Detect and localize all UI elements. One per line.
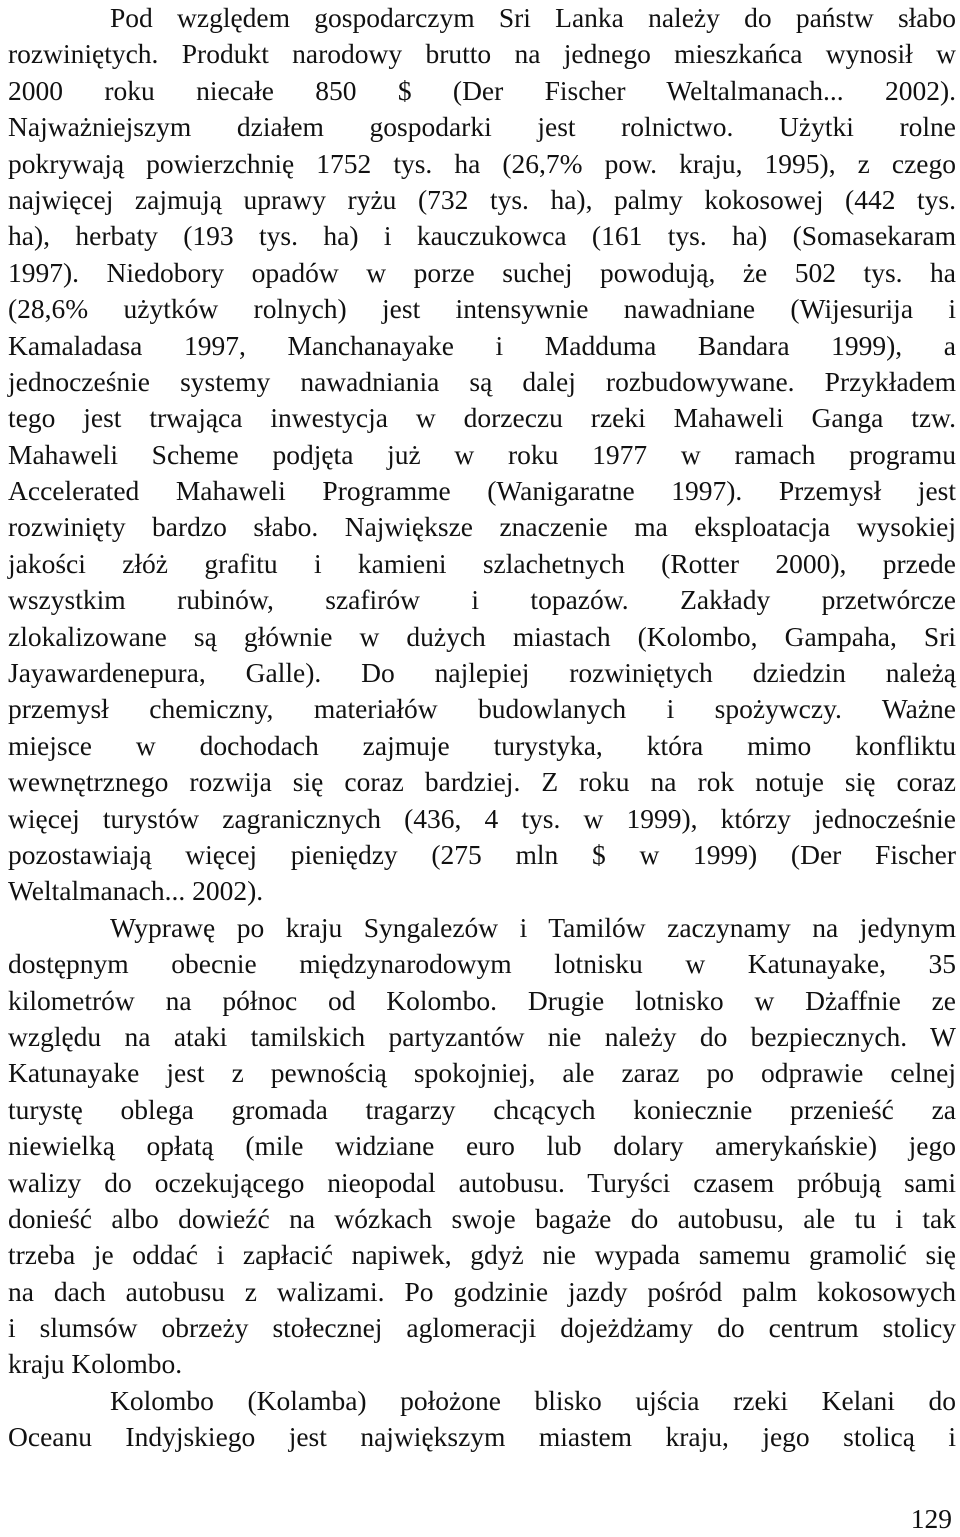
- page-number: 129: [910, 1503, 952, 1534]
- text-line: donieść albo dowieźć na wózkach swoje bagaże do autobusu, ale tu i tak: [8, 1202, 956, 1234]
- text-line: na dach autobusu z walizami. Po godzinie jazdy pośród palm kokosowych: [8, 1275, 956, 1307]
- paragraph-colombo: [8, 1383, 956, 1456]
- text-line: turystę oblega gromada tragarzy chcących koniecznie przenieść za: [8, 1093, 956, 1125]
- text-line: kraju Kolombo.: [8, 1348, 183, 1380]
- text-line: Kamaladasa 1997, Manchanayake i Madduma Bandara 1999), a: [8, 329, 956, 361]
- text-line: najwięcej zajmują uprawy ryżu (732 tys. ha), palmy kokosowej (442 tys.: [8, 183, 956, 215]
- document-page: [8, 0, 956, 1456]
- text-line: 1997). Niedobory opadów w porze suchej powodują, że 502 tys. ha: [8, 256, 956, 288]
- paragraph-economy: [8, 0, 956, 910]
- text-line: względu na ataki tamilskich partyzantów nie należy do bezpiecznych. W: [8, 1020, 956, 1052]
- text-line: i slumsów obrzeży stołecznej aglomeracji dojeżdżamy do centrum stolicy: [8, 1312, 956, 1344]
- text-line: jednocześnie systemy nawadniania są dalej rozbudowywane. Przykładem: [8, 365, 956, 397]
- text-line: Jayawardenepura, Galle). Do najlepiej rozwiniętych dziedzin należą: [8, 657, 956, 689]
- text-line: (28,6% użytków rolnych) jest intensywnie nawadniane (Wijesurija i: [8, 293, 956, 325]
- text-line: Accelerated Mahaweli Programme (Wanigaratne 1997). Przemysł jest: [8, 475, 956, 507]
- text-line: kilometrów na północ od Kolombo. Drugie lotnisko w Dżaffnie ze: [8, 984, 956, 1016]
- text-line: walizy do oczekującego nieopodal autobusu. Turyści czasem próbują sami: [8, 1166, 956, 1198]
- text-line: Oceanu Indyjskiego jest największym miastem kraju, jego stolicą i: [8, 1421, 956, 1453]
- text-line: pozostawiają więcej pieniędzy (275 mln $ w 1999) (Der Fischer: [8, 838, 956, 870]
- text-line: wewnętrznego rozwija się coraz bardziej. Z roku na rok notuje się coraz: [8, 766, 956, 798]
- text-line: więcej turystów zagranicznych (436, 4 tys. w 1999), którzy jednocześnie: [8, 802, 956, 834]
- text-line: Kolombo (Kolamba) położone blisko ujścia rzeki Kelani do: [110, 1384, 956, 1416]
- text-line: niewielką opłatą (mile widziane euro lub dolary amerykańskie) jego: [8, 1130, 956, 1162]
- text-line: Wyprawę po kraju Syngalezów i Tamilów zaczynamy na jedynym: [110, 911, 956, 943]
- text-line: dostępnym obecnie międzynarodowym lotnisku w Katunayake, 35: [8, 948, 956, 980]
- text-line: 2000 roku niecałe 850 $ (Der Fischer Weltalmanach... 2002).: [8, 74, 956, 106]
- text-line: miejsce w dochodach zajmuje turystyka, która mimo konfliktu: [8, 729, 956, 761]
- text-line: przemysł chemiczny, materiałów budowlanych i spożywczy. Ważne: [8, 693, 956, 725]
- text-line: Katunayake jest z pewnością spokojniej, ale zaraz po odprawie celnej: [8, 1057, 956, 1089]
- text-line: trzeba je oddać i zapłacić napiwek, gdyż nie wypada samemu gramolić się: [8, 1239, 956, 1271]
- text-line: zlokalizowane są głównie w dużych miastach (Kolombo, Gampaha, Sri: [8, 620, 956, 652]
- text-line: wszystkim rubinów, szafirów i topazów. Zakłady przetwórcze: [8, 584, 956, 616]
- text-line: rozwiniętych. Produkt narodowy brutto na jednego mieszkańca wynosił w: [8, 38, 956, 70]
- text-line: Mahaweli Scheme podjęta już w roku 1977 w ramach programu: [8, 438, 956, 470]
- text-line: Najważniejszym działem gospodarki jest rolnictwo. Użytki rolne: [8, 111, 956, 143]
- text-line: ha), herbaty (193 tys. ha) i kauczukowca (161 tys. ha) (Somasekaram: [8, 220, 956, 252]
- text-line: pokrywają powierzchnię 1752 tys. ha (26,7% pow. kraju, 1995), z czego: [8, 147, 956, 179]
- text-line: rozwinięty bardzo słabo. Największe znaczenie ma eksploatacja wysokiej: [8, 511, 956, 543]
- text-line: jakości złóż grafitu i kamieni szlachetnych (Rotter 2000), przede: [8, 547, 956, 579]
- paragraph-journey: [8, 910, 956, 1383]
- text-line: tego jest trwająca inwestycja w dorzeczu rzeki Mahaweli Ganga tzw.: [8, 402, 956, 434]
- text-line: Pod względem gospodarczym Sri Lanka należy do państw słabo: [110, 2, 956, 33]
- text-line: Weltalmanach... 2002).: [8, 875, 264, 907]
